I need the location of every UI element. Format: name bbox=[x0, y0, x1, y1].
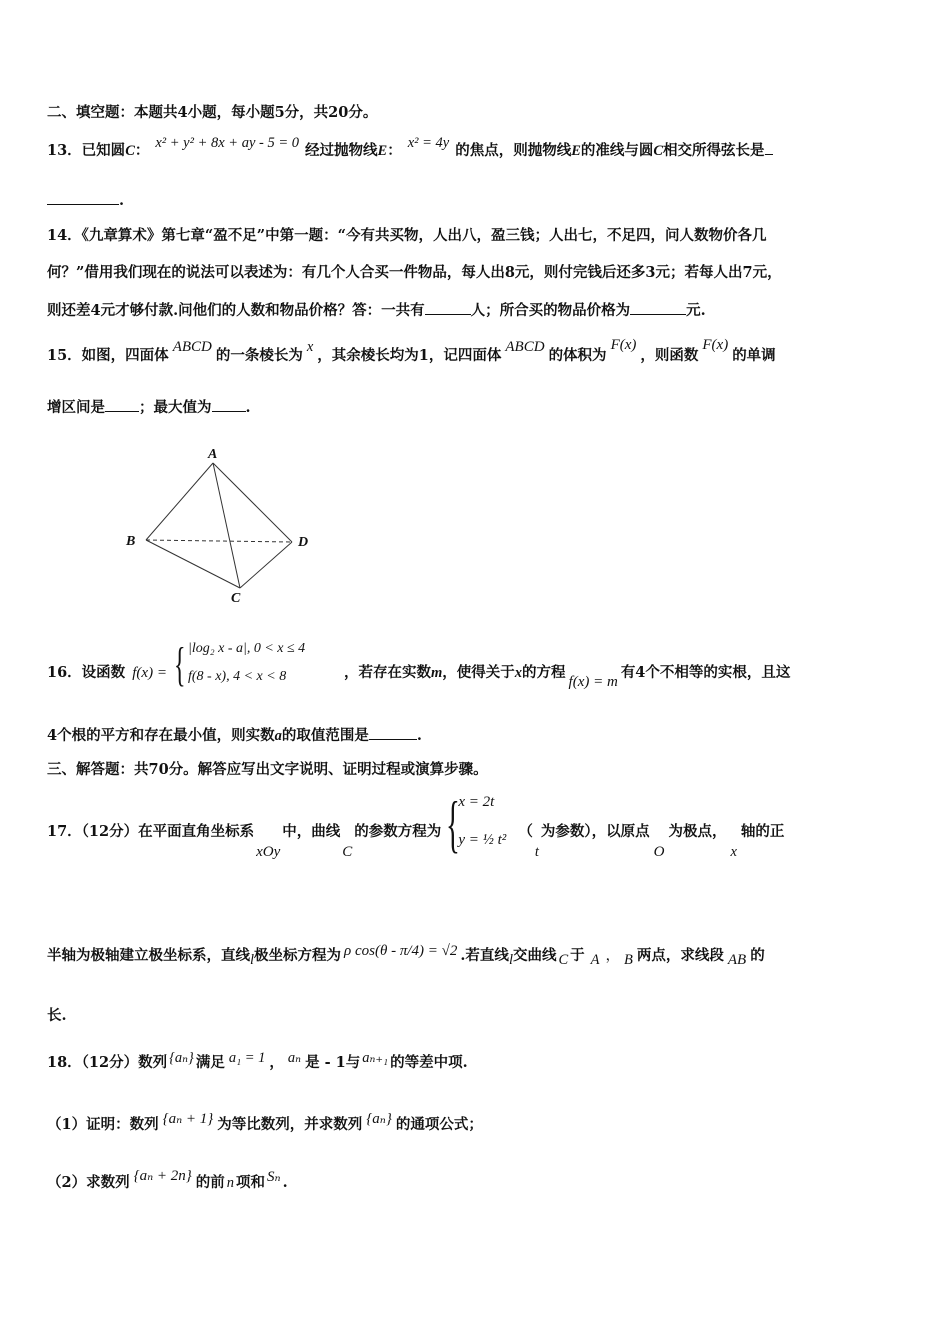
q16-text-d: 的方程 bbox=[522, 664, 566, 681]
q13-text-tail2: 的准线与圆 bbox=[580, 142, 654, 159]
q18-an: aₙ bbox=[287, 1050, 302, 1066]
question-18-line1 bbox=[47, 1050, 910, 1073]
q17-polar-equation: ρ cos(θ - π/4) = √2 bbox=[344, 943, 458, 959]
q16-text-line2a: 4个根的平方和存在最小值，则实数 bbox=[47, 727, 275, 744]
question-14-line2: 何？”借用我们现在的说法可以表述为：有几个人合买一件物品，每人出8元，则付完钱后还多3元；若每人出7元， bbox=[47, 264, 782, 281]
q17-point-b: B bbox=[624, 952, 633, 968]
q16-m: m bbox=[431, 665, 443, 681]
q17-segment-ab: AB bbox=[727, 952, 747, 968]
q13-text-mid: 经过抛物线 bbox=[305, 142, 378, 159]
q18-sequence: {aₙ} bbox=[169, 1050, 194, 1066]
q15-text-e: ，则函数 bbox=[640, 347, 699, 364]
q16-text-e: 有4个不相等的实根，且这 bbox=[620, 664, 791, 681]
q17-text-line2f: 两点，求线段 bbox=[636, 947, 724, 964]
q16-case-2: f(8 - x), 4 < x < 8 bbox=[188, 669, 287, 684]
q15-tetra-name: ABCD bbox=[172, 339, 212, 355]
question-16-line1 bbox=[47, 638, 910, 691]
q16-text-b: ，若存在实数 bbox=[344, 664, 431, 681]
q17-text-f: 为极点， bbox=[668, 823, 727, 840]
q15-text-d: 的体积为 bbox=[548, 347, 607, 364]
question-17-line2: 半轴为极轴建立极坐标系，直线l极坐标方程为 ρ cos(θ - π/4) = √2 .若直线l交曲线 C 于 A ， B 两点，求线段 AB 的 bbox=[47, 943, 765, 968]
q14-answer-blank-2 bbox=[630, 300, 686, 315]
edge-cd bbox=[240, 542, 292, 588]
q17-point-a: A bbox=[590, 952, 600, 968]
q14-text-c: 元. bbox=[686, 302, 706, 319]
q18-text-b: 满足 bbox=[195, 1054, 225, 1071]
q16-function-name: f(x) = bbox=[132, 665, 167, 681]
q13-text-tail3: 相交所得弦长是 bbox=[663, 142, 765, 159]
q17-t: t bbox=[534, 844, 539, 860]
q18-text-e: 的等差中项. bbox=[390, 1054, 468, 1071]
q15-answer-blank-1 bbox=[105, 397, 139, 412]
vertex-label-d: D bbox=[298, 535, 309, 550]
q17-text-g: 轴的正 bbox=[740, 823, 785, 840]
tetrahedron-figure bbox=[120, 445, 320, 615]
q18-part1-text-a: （1）证明：数列 bbox=[47, 1116, 159, 1133]
q16-text-a: 16．设函数 bbox=[47, 664, 126, 681]
edge-ad bbox=[213, 463, 292, 542]
q18-sn: Sₙ bbox=[267, 1169, 281, 1185]
question-15-line1 bbox=[47, 337, 910, 366]
question-18-part2 bbox=[47, 1168, 910, 1193]
question-16-line2 bbox=[47, 725, 910, 746]
q17-text-c: 的参数方程为 bbox=[354, 823, 442, 840]
q13-answer-blank-start bbox=[765, 140, 773, 155]
q17-curve-c-2: C bbox=[558, 952, 569, 968]
q13-circle-name: C bbox=[125, 143, 135, 159]
edge-ab bbox=[146, 463, 213, 540]
q13-text-tail: 的焦点，则抛物线 bbox=[455, 142, 572, 159]
question-17-line3: 长. bbox=[47, 1007, 67, 1024]
q17-text-b: 中，曲线 bbox=[282, 823, 341, 840]
section2-header: 二、填空题：本题共4小题，每小题5分，共20分。 bbox=[47, 104, 378, 121]
q18-text-a: 18．（12分）数列 bbox=[47, 1054, 168, 1071]
question-15-line2 bbox=[47, 397, 910, 418]
q15-text-a: 15．如图，四面体 bbox=[47, 347, 169, 364]
section3-header: 三、解答题：共70分。解答应写出文字说明、证明过程或演算步骤。 bbox=[47, 761, 488, 778]
q13-colon: ： bbox=[134, 142, 150, 159]
q18-part1-sequence: {aₙ + 1} bbox=[162, 1111, 214, 1127]
q15-fx: F(x) bbox=[610, 337, 637, 353]
q17-text-e: 为参数），以原点 bbox=[540, 823, 650, 840]
question-17-line1 bbox=[47, 788, 910, 860]
q15-tetra-name-2: ABCD bbox=[505, 339, 545, 355]
q18-initial-condition: a₁ = 1 bbox=[228, 1050, 266, 1066]
q17-line-l: l bbox=[250, 952, 255, 968]
question-18-part1 bbox=[47, 1111, 910, 1135]
q16-piecewise bbox=[174, 638, 344, 691]
vertex-label-b: B bbox=[126, 534, 136, 549]
q16-case-1: |log₂ x - a|, 0 < x ≤ 4 bbox=[188, 641, 306, 656]
q16-text-c: ，使得关于 bbox=[442, 664, 515, 681]
q17-text-line2b: 极坐标方程为 bbox=[254, 947, 342, 964]
vertex-label-a: A bbox=[208, 447, 218, 462]
q15-text-f: 的单调 bbox=[732, 347, 776, 364]
q15-text-line2c: . bbox=[245, 399, 251, 416]
tetrahedron-diagram bbox=[120, 445, 320, 615]
vertex-label-c: C bbox=[231, 591, 241, 606]
q13-parabola-name: E bbox=[377, 143, 388, 159]
q16-x: x bbox=[514, 665, 523, 681]
question-13-line2 bbox=[47, 190, 910, 211]
q17-x-axis: x bbox=[730, 844, 737, 860]
q15-text-c: ，其余棱长均为1，记四面体 bbox=[317, 347, 502, 364]
q18-part2-sequence: {aₙ + 2n} bbox=[133, 1168, 192, 1184]
q16-answer-blank bbox=[369, 725, 417, 740]
q18-n: n bbox=[226, 1175, 235, 1191]
q18-part2-text-a: （2）求数列 bbox=[47, 1174, 130, 1191]
q17-text-d: （ bbox=[518, 823, 533, 840]
q17-origin-o: O bbox=[653, 844, 665, 860]
q13-circle-name-2: C bbox=[653, 143, 664, 159]
q17-line-l-2: l bbox=[508, 952, 513, 968]
q18-text-c: ， bbox=[269, 1054, 284, 1071]
q16-text-line2b: 的取值范围是 bbox=[281, 727, 369, 744]
q17-curve-c: C bbox=[342, 844, 353, 860]
q17-param-x: x = 2t bbox=[458, 794, 495, 810]
q14-text-a: 则还差4元才够付款.问他们的人数和物品价格？答：一共有 bbox=[47, 302, 425, 319]
q18-part1-text-c: 的通项公式； bbox=[395, 1116, 483, 1133]
q16-equation: f(x) = m bbox=[568, 674, 618, 690]
q15-answer-blank-2 bbox=[212, 397, 246, 412]
q13-circle-equation: x² + y² + 8x + ay - 5 = 0 bbox=[155, 135, 300, 151]
edge-bd-hidden bbox=[146, 540, 292, 542]
q17-xoy: xOy bbox=[256, 844, 281, 860]
q13-parabola-name-2: E bbox=[571, 143, 581, 159]
q13-colon2: ： bbox=[387, 142, 402, 159]
question-14-line3 bbox=[47, 300, 910, 321]
q17-text-line2c: .若直线 bbox=[460, 947, 509, 964]
q17-text-a: 17．（12分）在平面直角坐标系 bbox=[47, 823, 255, 840]
q17-text-line2e: 于 bbox=[570, 947, 585, 964]
q17-param-y: y = ½ t² bbox=[458, 832, 507, 848]
q17-text-line2g: 的 bbox=[750, 947, 765, 964]
q18-part2-text-c: 项和 bbox=[236, 1174, 266, 1191]
q16-text-line2c: . bbox=[416, 727, 422, 744]
q18-an-plus-1: aₙ₊₁ bbox=[362, 1050, 389, 1066]
question-13 bbox=[47, 135, 910, 161]
q16-brace-icon: { bbox=[174, 638, 186, 691]
q18-text-d: 是 - 1与 bbox=[305, 1054, 361, 1071]
q13-answer-blank bbox=[47, 190, 119, 205]
q17-param-system bbox=[446, 788, 518, 859]
q13-text: 13．已知圆 bbox=[47, 142, 126, 159]
q14-text-b: 人；所合买的物品价格为 bbox=[470, 302, 631, 319]
q15-text-line2a: 增区间是 bbox=[47, 399, 105, 416]
q17-text-line2a: 半轴为极轴建立极坐标系，直线 bbox=[47, 947, 250, 964]
edge-bc bbox=[146, 540, 240, 588]
q18-part1-text-b: 为等比数列，并求数列 bbox=[217, 1116, 363, 1133]
question-14-line1: 14．《九章算术》第七章“盈不足”中第一题：“今有共买物，人出八，盈三钱；人出七，不足四，问人数物价各几 bbox=[47, 227, 767, 244]
q18-part1-sequence-2: {aₙ} bbox=[366, 1111, 392, 1127]
q15-fx-2: F(x) bbox=[702, 337, 729, 353]
q13-end: . bbox=[119, 192, 125, 209]
q17-text-line2d: 交曲线 bbox=[512, 947, 557, 964]
q16-a: a bbox=[274, 728, 282, 744]
q15-x: x bbox=[306, 339, 314, 355]
q13-parabola-equation: x² = 4y bbox=[407, 135, 450, 151]
edge-ac bbox=[213, 463, 240, 588]
q15-text-line2b: ；最大值为 bbox=[139, 399, 212, 416]
q14-answer-blank-1 bbox=[425, 300, 471, 315]
q17-brace-icon: { bbox=[446, 788, 461, 859]
q18-part2-text-d: . bbox=[282, 1174, 288, 1191]
q18-part2-text-b: 的前 bbox=[195, 1174, 225, 1191]
q15-text-b: 的一条棱长为 bbox=[215, 347, 303, 364]
